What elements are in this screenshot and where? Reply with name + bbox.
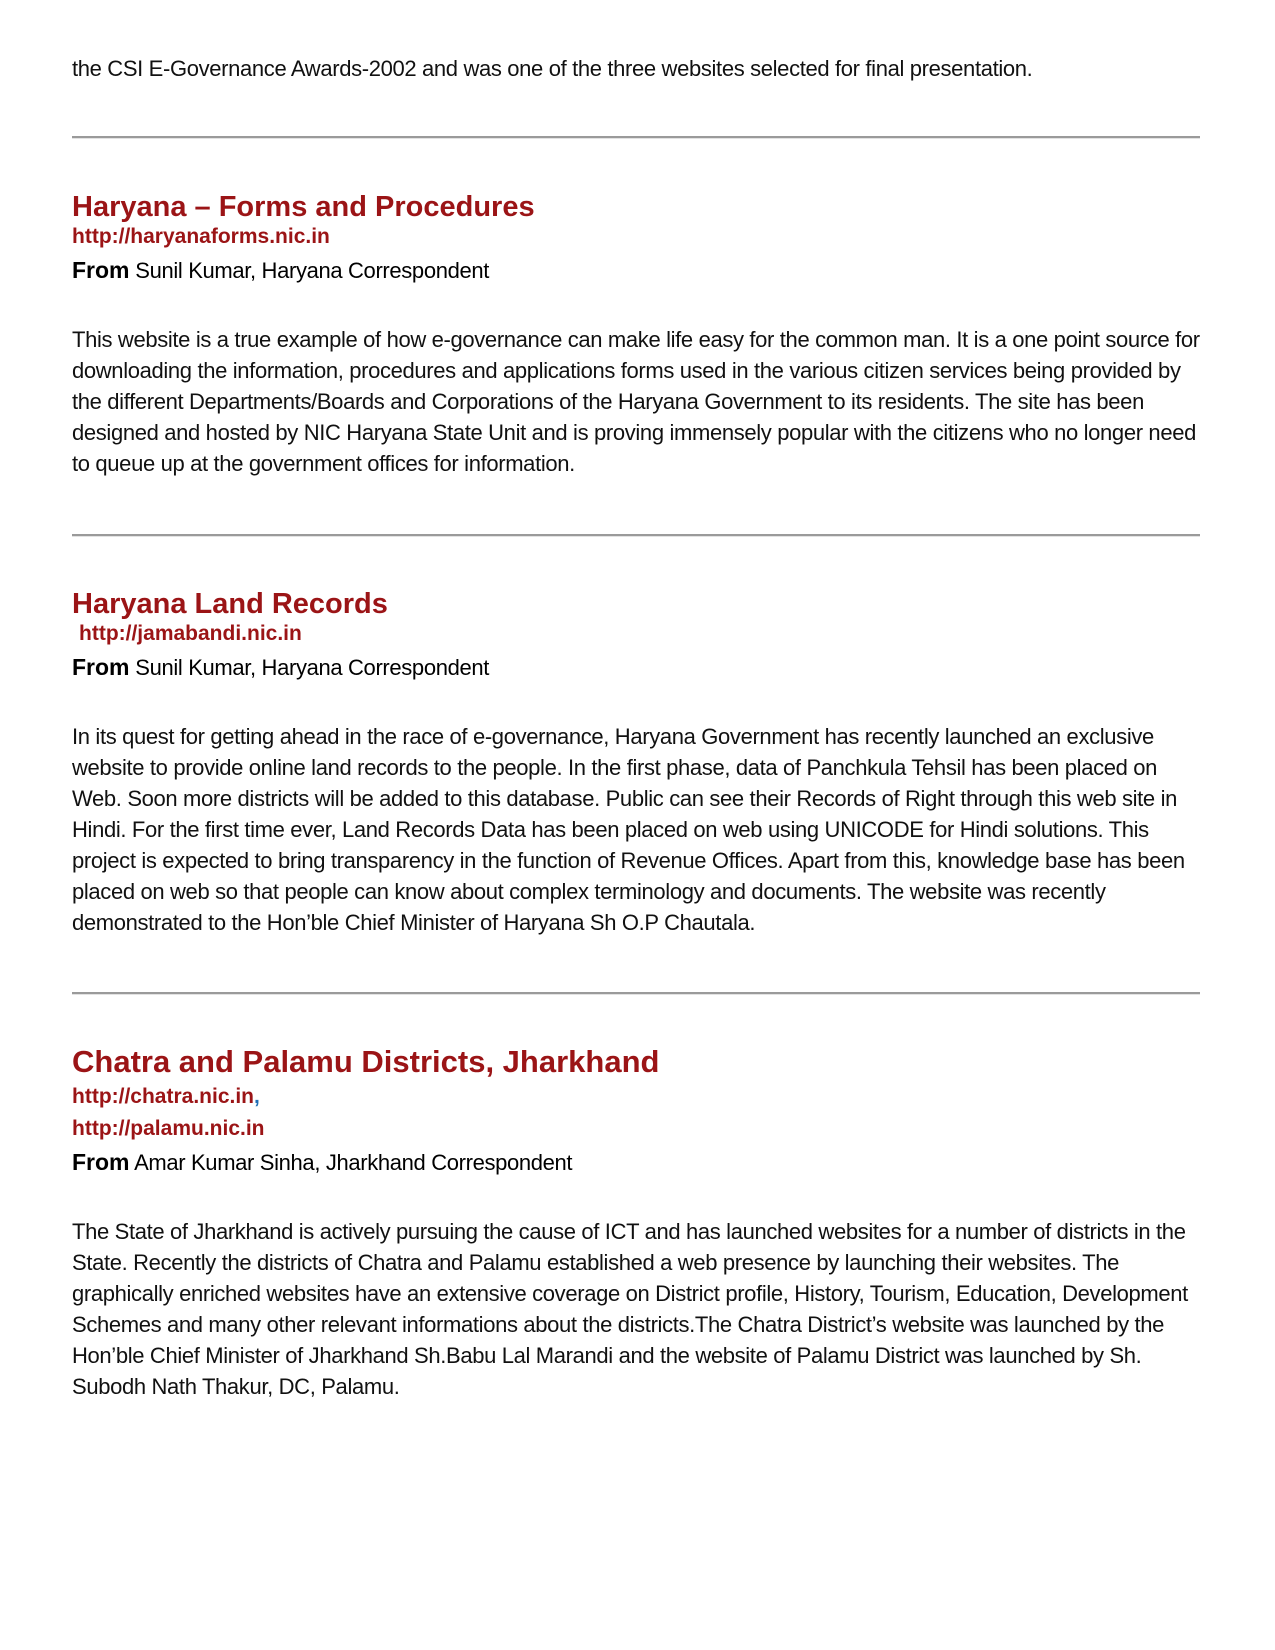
section-title-haryana-land-records: Haryana Land Records (72, 588, 388, 620)
url-separator: , (254, 1085, 260, 1108)
byline (72, 653, 489, 682)
byline-author: Sunil Kumar, Haryana Correspondent (135, 655, 490, 680)
url-link-haryanaforms[interactable]: http://haryanaforms.nic.in (72, 225, 330, 248)
byline-author: Amar Kumar Sinha, Jharkhand Correspondent (134, 1150, 573, 1175)
from-label: From (72, 257, 130, 283)
url-link-jamabandi[interactable]: http://jamabandi.nic.in (79, 622, 302, 645)
byline (72, 1148, 572, 1177)
from-label: From (72, 654, 130, 680)
section-title-haryana-forms: Haryana – Forms and Procedures (72, 191, 535, 223)
section-divider (72, 992, 1200, 995)
url-link-chatra[interactable]: http://chatra.nic.in (72, 1085, 255, 1108)
article-body: In its quest for getting ahead in the race of e-governance, Haryana Government has recently launched an exclusive website to provide online land records to the people. In the first phase, data of Panchkula Tehsil has been placed on Web. Soon more districts will be added to this database. Public can see their Records of Right through this web site in Hindi. For the first time ever, Land Records Data has been placed on web using UNICODE for Hindi solutions. This project is expected to bring transparency in the function of Revenue Offices. Apart from this, knowledge base has been placed on web so that people can know about complex terminology and documents. The website was recently demonstrated to the Hon’ble Chief Minister of Haryana Sh O.P Chautala. (72, 724, 1185, 935)
section-divider (72, 136, 1200, 139)
url-link-palamu[interactable]: http://palamu.nic.in (72, 1117, 265, 1140)
article-body: The State of Jharkhand is actively pursuing the cause of ICT and has launched websites for a number of districts in the State. Recently the districts of Chatra and Palamu established a web presence by launching their websites. The graphically enriched websites have an extensive coverage on District profile, History, Tourism, Education, Development Schemes and many other relevant informations about the districts.The Chatra District’s website was launched by the Hon’ble Chief Minister of Jharkhand Sh.Babu Lal Marandi and the website of Palamu District was launched by Sh. Subodh Nath Thakur, DC, Palamu. (72, 1219, 1188, 1399)
from-label: From (72, 1149, 130, 1175)
intro-paragraph: the CSI E-Governance Awards-2002 and was one of the three websites selected for final presentation. (72, 56, 1033, 81)
article-body: This website is a true example of how e-governance can make life easy for the common man. It is a one point source for downloading the information, procedures and applications forms used in the various citizen services being provided by the different Departments/Boards and Corporations of the Haryana Government to its residents. The site has been designed and hosted by NIC Haryana State Unit and is proving immensely popular with the citizens who no longer need to queue up at the government offices for information. (72, 327, 1200, 476)
byline-author: Sunil Kumar, Haryana Correspondent (135, 258, 490, 283)
section-divider (72, 534, 1200, 537)
url-line (72, 1084, 260, 1110)
section-title-chatra-palamu: Chatra and Palamu Districts, Jharkhand (72, 1044, 660, 1079)
byline (72, 256, 489, 285)
